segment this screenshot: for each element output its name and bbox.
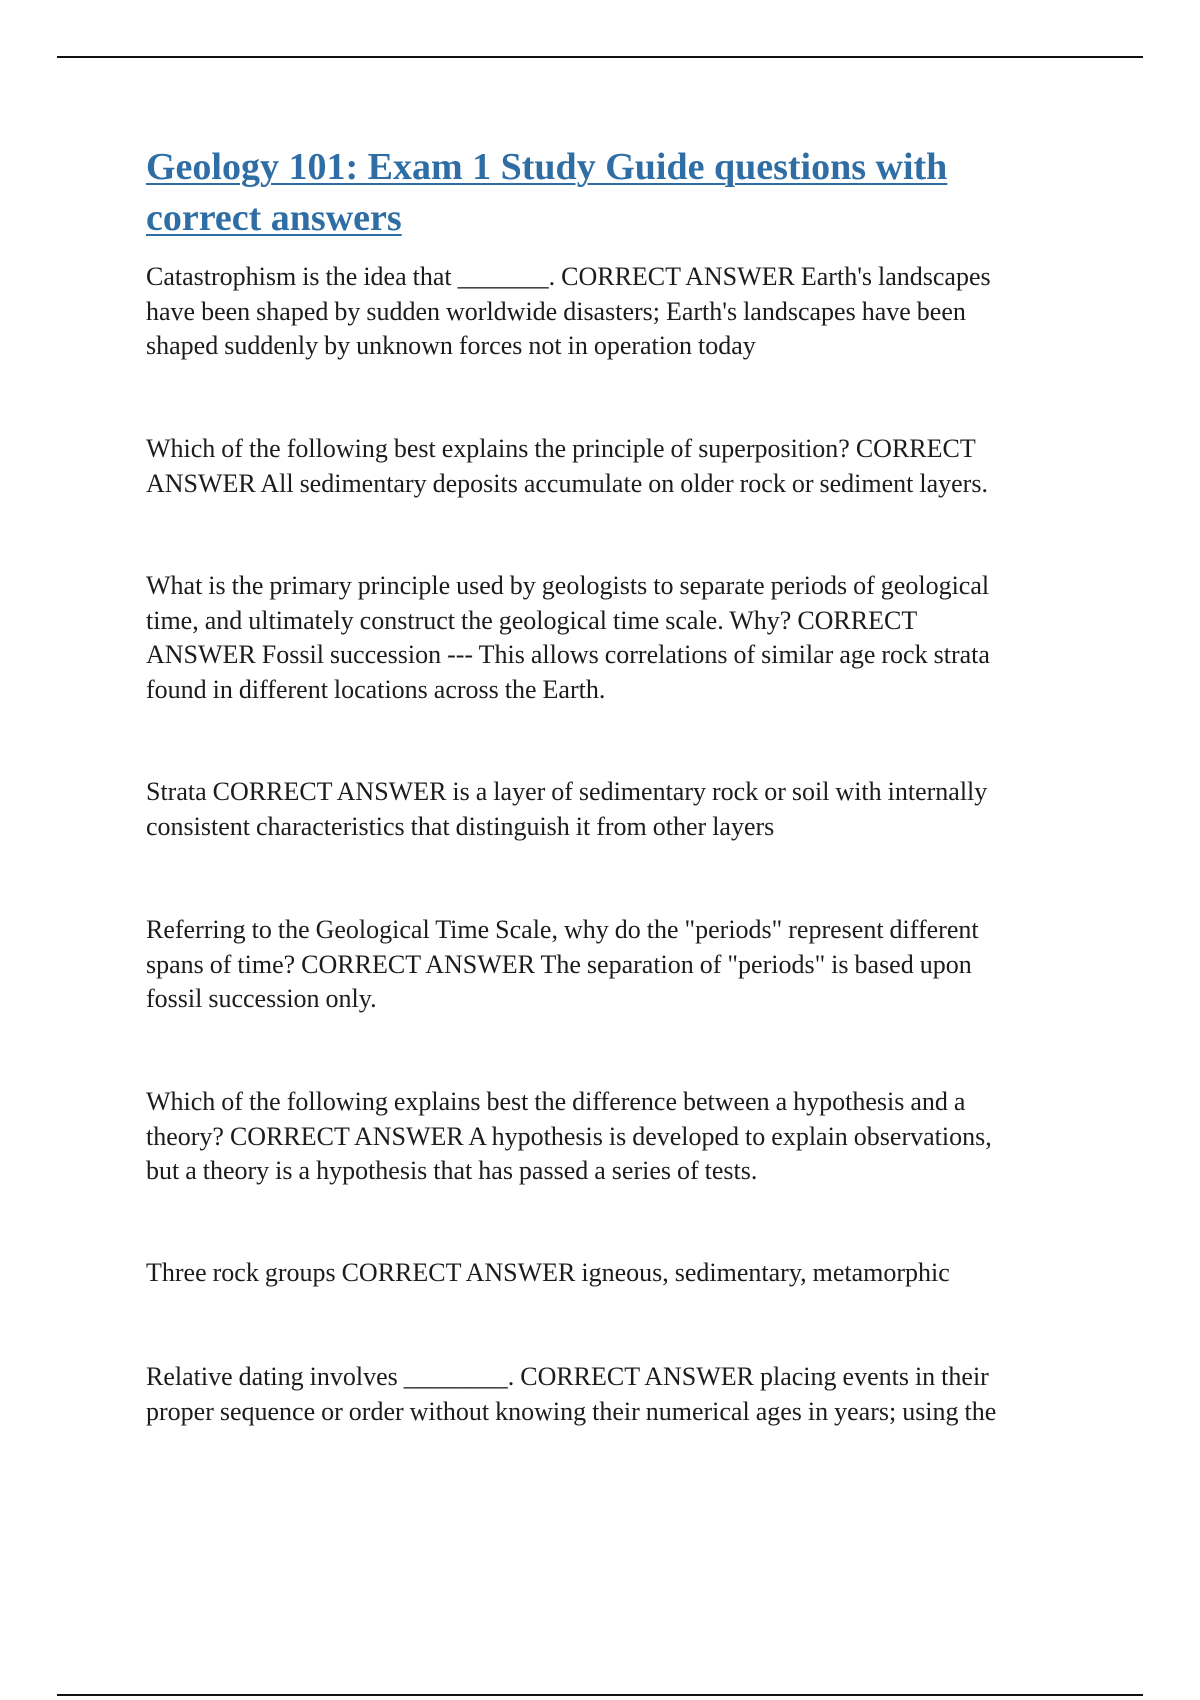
qa-entry-fossil-succession: [146, 569, 990, 707]
qa-line: Three rock groups CORRECT ANSWER igneous, sedimentary, metamorphic: [146, 1258, 950, 1287]
document-title-line: correct answers: [146, 197, 402, 239]
document-title-line: Geology 101: Exam 1 Study Guide questions with: [146, 146, 948, 188]
qa-entry-time-scale-periods: [146, 913, 979, 1017]
qa-line: proper sequence or order without knowing their numerical ages in years; using the: [146, 1396, 997, 1426]
qa-entry-rock-groups: [146, 1256, 950, 1291]
qa-line: have been shaped by sudden worldwide disasters; Earth's landscapes have been: [146, 296, 966, 326]
document-body: [146, 142, 1096, 1426]
qa-entry-hypothesis-theory: [146, 1085, 992, 1189]
qa-entry-superposition: [146, 432, 988, 501]
document-title[interactable]: [146, 142, 1096, 244]
qa-line: Strata CORRECT ANSWER is a layer of sedimentary rock or soil with internally: [146, 777, 988, 806]
qa-line: ANSWER Fossil succession --- This allows correlations of similar age rock strata: [146, 640, 990, 669]
qa-line: theory? CORRECT ANSWER A hypothesis is developed to explain observations,: [146, 1121, 992, 1151]
page-top-rule: [57, 56, 1143, 58]
qa-entry-relative-dating: [146, 1360, 996, 1429]
qa-line: What is the primary principle used by geologists to separate periods of geological: [146, 571, 990, 600]
page-bottom-rule: [57, 1694, 1143, 1696]
qa-line: found in different locations across the Earth.: [146, 674, 606, 704]
qa-line: fossil succession only.: [146, 984, 377, 1013]
qa-line: time, and ultimately construct the geological time scale. Why? CORRECT: [146, 605, 918, 635]
qa-line: Which of the following explains best the difference between a hypothesis and a: [146, 1087, 966, 1116]
qa-line: Relative dating involves ________. CORRECT ANSWER placing events in their: [146, 1362, 989, 1391]
qa-entry-strata: [146, 775, 987, 844]
qa-line: Which of the following best explains the principle of superposition? CORRECT: [146, 434, 976, 463]
qa-line: shaped suddenly by unknown forces not in operation today: [146, 331, 756, 360]
qa-line: but a theory is a hypothesis that has passed a series of tests.: [146, 1156, 758, 1185]
qa-line: Referring to the Geological Time Scale, why do the "periods" represent different: [146, 915, 979, 944]
qa-line: spans of time? CORRECT ANSWER The separation of "periods" is based upon: [146, 949, 972, 979]
qa-line: Catastrophism is the idea that _______. CORRECT ANSWER Earth's landscapes: [146, 262, 991, 291]
qa-line: consistent characteristics that distinguish it from other layers: [146, 811, 775, 841]
qa-entry-catastrophism: [146, 260, 991, 364]
qa-line: ANSWER All sedimentary deposits accumulate on older rock or sediment layers.: [146, 468, 988, 498]
